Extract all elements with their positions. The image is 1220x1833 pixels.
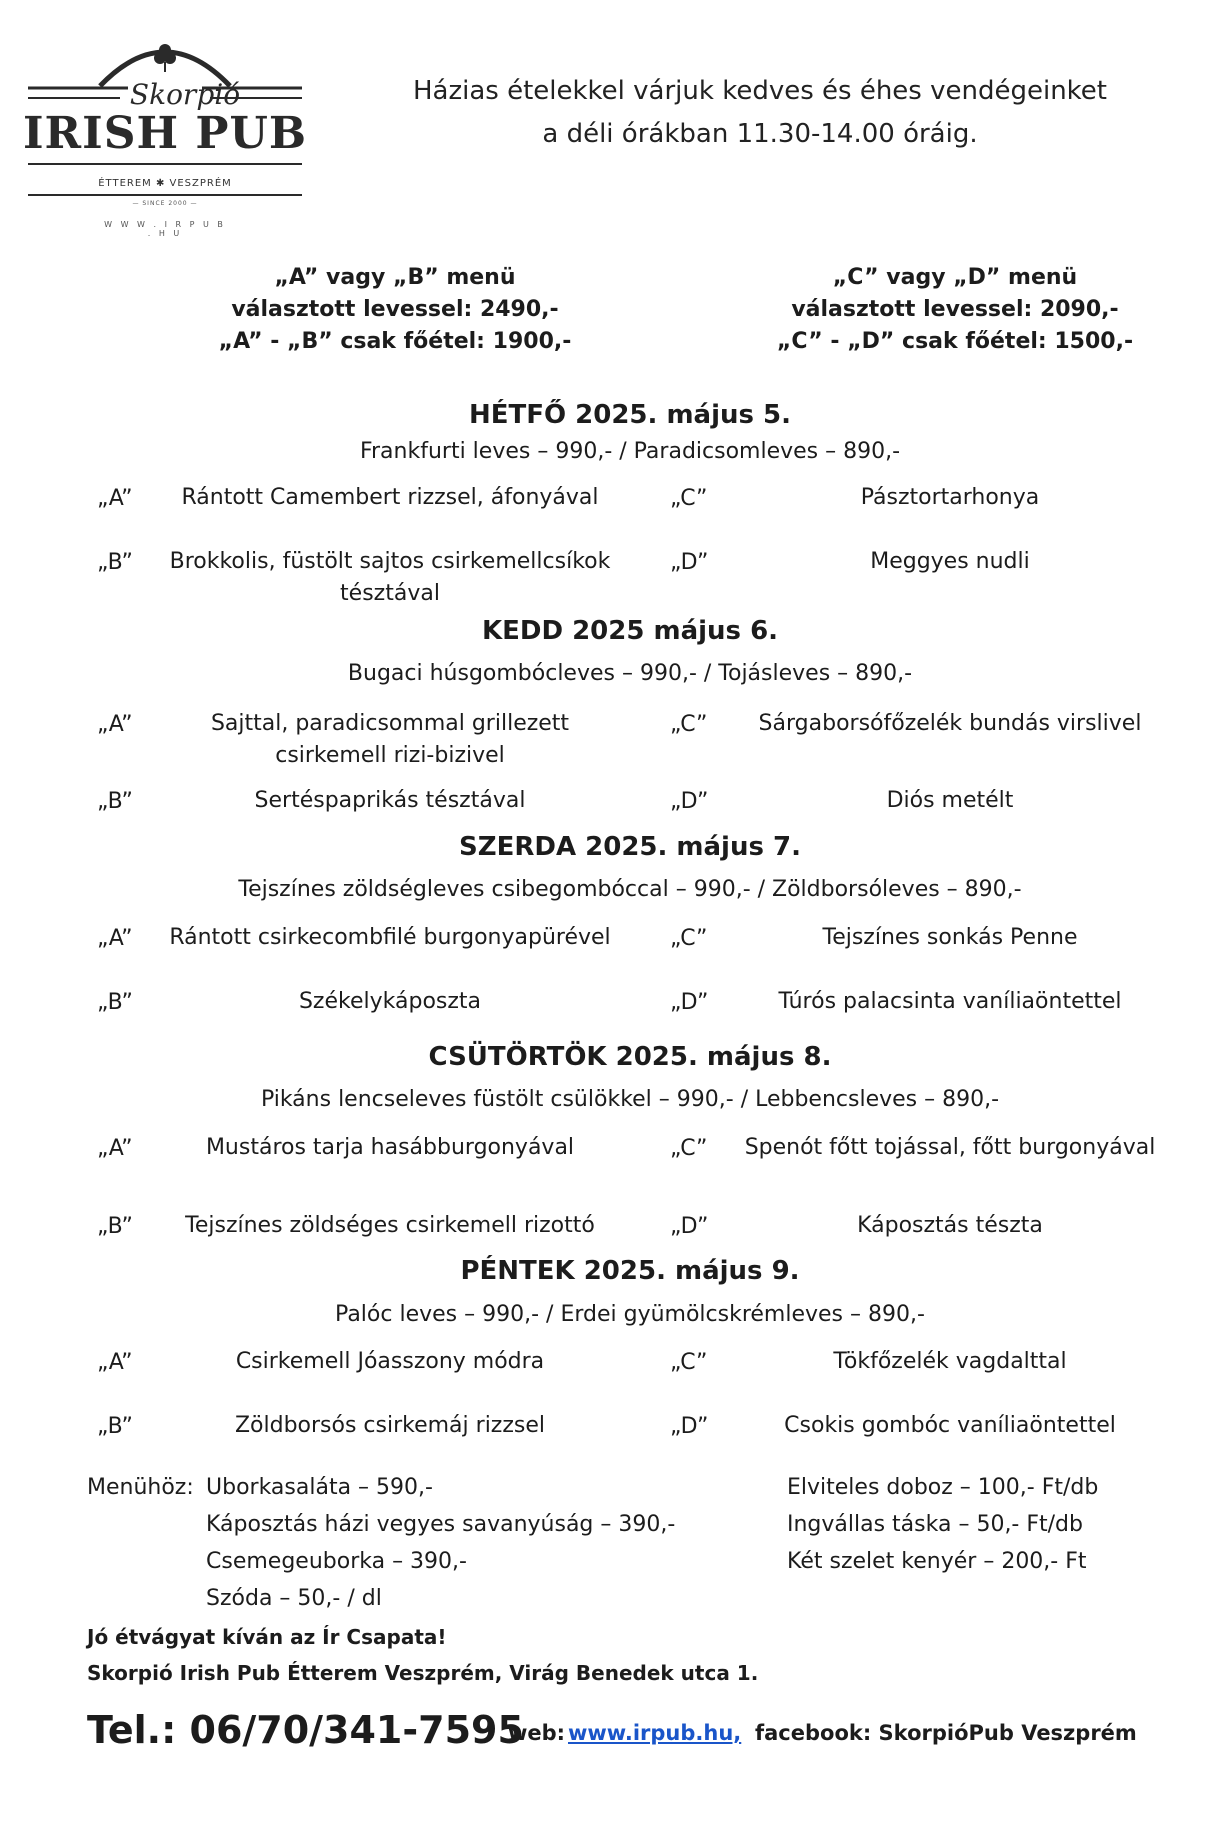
- logo-url-text: W W W . I R P U B . H U: [104, 220, 226, 238]
- logo-since-text: — SINCE 2000 —: [132, 200, 198, 207]
- extras-label: Menühöz:: [87, 1475, 194, 1500]
- label-c: „C”: [670, 926, 708, 951]
- dish-a-thursday: Mustáros tarja hasábburgonyával: [205, 1135, 575, 1160]
- shamrock-icon: [154, 44, 176, 72]
- day-title-friday: PÉNTEK 2025. május 9.: [460, 1256, 800, 1286]
- dish-line: Rántott Camembert rizzsel, áfonyával: [181, 485, 599, 510]
- label-a: „A”: [97, 1136, 133, 1161]
- dish-c-wednesday: Tejszínes sonkás Penne: [822, 925, 1078, 950]
- price-cd-line-2: választott levessel: 2090,-: [791, 297, 1119, 322]
- facebook-text: facebook: SkorpióPub Veszprém: [755, 1721, 1137, 1745]
- dish-c-thursday: Spenót főtt tojással, főtt burgonyával: [744, 1135, 1156, 1160]
- dish-b-friday: Zöldborsós csirkemáj rizzsel: [234, 1413, 546, 1438]
- label-b: „B”: [97, 550, 133, 575]
- intro-line-2: a déli órákban 11.30-14.00 óráig.: [542, 119, 978, 149]
- label-d: „D”: [670, 1214, 709, 1239]
- logo-script-text: Skorpió: [129, 78, 241, 111]
- dish-line: Sajttal, paradicsommal grillezett: [210, 711, 570, 736]
- website-link[interactable]: www.irpub.hu,: [568, 1721, 742, 1745]
- soup-line-wednesday: Tejszínes zöldségleves csibegombóccal – 990,- / Zöldborsóleves – 890,-: [238, 877, 1022, 902]
- intro-line-1: Házias ételekkel várjuk kedves és éhes vendégeinket: [412, 76, 1107, 106]
- dish-b-wednesday: Székelykáposzta: [298, 989, 482, 1014]
- day-title-tuesday: KEDD 2025 május 6.: [481, 616, 779, 646]
- day-title-monday: HÉTFŐ 2025. május 5.: [468, 400, 792, 430]
- label-b: „B”: [97, 1214, 133, 1239]
- extras-item: Uborkasaláta – 590,-: [206, 1475, 433, 1500]
- dish-a-friday: Csirkemell Jóasszony módra: [235, 1349, 545, 1374]
- dish-c-monday: Pásztortarhonya: [860, 485, 1040, 510]
- day-title-thursday: CSÜTÖRTÖK 2025. május 8.: [428, 1042, 832, 1072]
- price-ab-line-2: választott levessel: 2490,-: [231, 297, 559, 322]
- label-b: „B”: [97, 789, 133, 814]
- intro-text: [380, 70, 1140, 156]
- label-d: „D”: [670, 1414, 709, 1439]
- dish-d-wednesday: Túrós palacsinta vaníliaöntettel: [778, 989, 1122, 1014]
- label-d: „D”: [670, 789, 709, 814]
- dish-d-friday: Csokis gombóc vaníliaöntettel: [784, 1413, 1116, 1438]
- price-ab-line-3: „A” - „B” csak főétel: 1900,-: [218, 329, 572, 354]
- soup-line-tuesday: Bugaci húsgombócleves – 990,- / Tojásleves – 890,-: [347, 661, 913, 686]
- soup-line-friday: Palóc leves – 990,- / Erdei gyümölcskrémleves – 890,-: [335, 1302, 925, 1327]
- price-cd-line-3: „C” - „D” csak főétel: 1500,-: [776, 329, 1134, 354]
- logo-main-text: IRISH PUB: [22, 108, 308, 159]
- label-d: „D”: [670, 990, 709, 1015]
- price-ab-line-1: „A” vagy „B” menü: [274, 265, 516, 290]
- label-a: „A”: [97, 1350, 133, 1375]
- extras-item: Káposztás házi vegyes savanyúság – 390,-: [206, 1512, 676, 1537]
- dish-c-tuesday: Sárgaborsófőzelék bundás virslivel: [758, 711, 1142, 736]
- label-a: „A”: [97, 926, 133, 951]
- label-d: „D”: [670, 550, 709, 575]
- dish-b-thursday: Tejszínes zöldséges csirkemell rizottó: [185, 1213, 595, 1238]
- dish-d-thursday: Káposztás tészta: [857, 1213, 1043, 1238]
- pub-logo: [20, 28, 310, 238]
- dish-d-tuesday: Diós metélt: [886, 788, 1014, 813]
- soup-line-thursday: Pikáns lencseleves füstölt csülökkel – 990,- / Lebbencsleves – 890,-: [260, 1087, 1000, 1112]
- dish-line: Brokkolis, füstölt sajtos csirkemellcsíkok: [169, 549, 611, 574]
- logo-sub-text: ÉTTEREM ✱ VESZPRÉM: [98, 178, 232, 189]
- address-text: Skorpió Irish Pub Étterem Veszprém, Virág Benedek utca 1.: [87, 1661, 759, 1685]
- price-cd-line-1: „C” vagy „D” menü: [832, 265, 1078, 290]
- dish-b-monday: [160, 546, 620, 610]
- dish-b-tuesday: Sertéspaprikás tésztával: [254, 788, 526, 813]
- extras-item: Ingvállas táska – 50,- Ft/db: [787, 1512, 1083, 1537]
- label-b: „B”: [97, 1414, 133, 1439]
- dish-d-monday: Meggyes nudli: [870, 549, 1030, 574]
- extras-item: Két szelet kenyér – 200,- Ft: [787, 1549, 1087, 1574]
- greeting-text: Jó étvágyat kíván az Ír Csapata!: [87, 1625, 447, 1649]
- extras-left-list: [206, 1469, 675, 1617]
- label-c: „C”: [670, 712, 708, 737]
- extras-right-list: [787, 1469, 1098, 1580]
- price-block-ab: [185, 262, 605, 358]
- label-a: „A”: [97, 712, 133, 737]
- dish-a-wednesday: Rántott csirkecombfilé burgonyapürével: [169, 925, 611, 950]
- web-label: web:: [508, 1721, 566, 1745]
- dish-line: csirkemell rizi-bizivel: [275, 743, 505, 768]
- day-title-wednesday: SZERDA 2025. május 7.: [459, 832, 801, 862]
- extras-item: Szóda – 50,- / dl: [206, 1586, 382, 1611]
- label-c: „C”: [670, 1350, 708, 1375]
- label-b: „B”: [97, 990, 133, 1015]
- dish-a-monday: [160, 482, 620, 514]
- dish-a-tuesday: [160, 708, 620, 772]
- extras-item: Csemegeuborka – 390,-: [206, 1549, 467, 1574]
- label-c: „C”: [670, 1136, 708, 1161]
- dish-line: tésztával: [340, 581, 440, 606]
- label-a: „A”: [97, 486, 133, 511]
- soup-line-monday: Frankfurti leves – 990,- / Paradicsomleves – 890,-: [359, 439, 901, 464]
- label-c: „C”: [670, 486, 708, 511]
- dish-c-friday: Tökfőzelék vagdalttal: [833, 1349, 1067, 1374]
- price-block-cd: [745, 262, 1165, 358]
- phone-number: Tel.: 06/70/341-7595: [87, 1708, 524, 1752]
- extras-item: Elviteles doboz – 100,- Ft/db: [787, 1475, 1099, 1500]
